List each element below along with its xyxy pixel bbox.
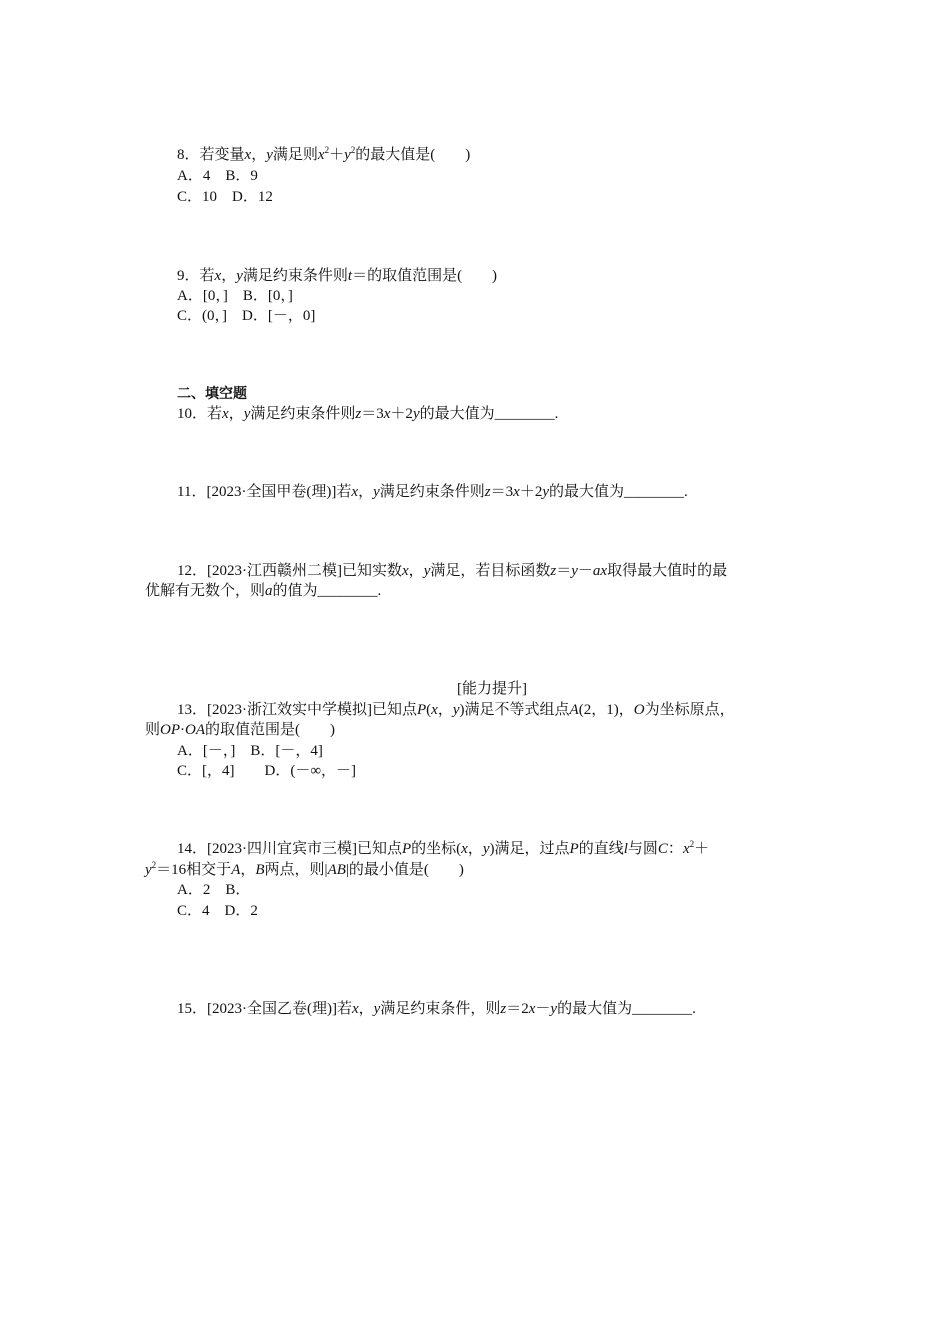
q9-options-ab: A．[0，] B．[0，] [177,288,293,304]
q13-stem-line1: 13．[2023·浙江效实中学模拟]已知点P(x，y)满足不等式组点A(2，1)，O为坐标原点， [177,702,735,718]
q8-options-cd: C．10 D．12 [177,189,273,205]
q14-options-cd: C．4 D．2 [177,903,258,919]
section-title-ability: [能力提升] [457,681,527,697]
q13-stem-line2: 则OP·OA的取值范围是( ) [145,722,336,738]
q12-stem-line2: 优解有无数个，则a的值为________. [145,583,382,599]
section-title-fill-blank: 二、填空题 [177,386,247,402]
q15-stem: 15．[2023·全国乙卷(理)]若x，y满足约束条件，则z＝2x－y的最大值为________. [177,1001,696,1017]
q13-options-cd: C．[，4] D．(－∞，－] [177,763,357,779]
q9-options-cd: C．(0，] D．[－，0] [177,308,316,324]
q10-stem: 10．若x，y满足约束条件则z＝3x＋2y的最大值为________. [177,406,559,422]
q9-stem: 9．若x，y满足约束条件则t＝的取值范围是( ) [177,268,498,284]
q8-options-ab: A．4 B．9 [177,168,258,184]
q14-stem-line2: $y^2=16$相交于A，B两点，则|AB|的最小值是( ) [145,860,464,878]
q12-stem-line1: 12．[2023·江西赣州二模]已知实数x，y满足，若目标函数z＝y－ax取得最大值时的最 [177,563,728,579]
q13-options-ab: A．[－，] B．[－，4] [177,743,323,759]
q8-stem: 8．若变量x，y满足则$x^2+y^2$的最大值是( ) [177,145,471,163]
q11-stem: 11．[2023·全国甲卷(理)]若x，y满足约束条件则z＝3x＋2y的最大值为________. [177,484,688,500]
q14-stem-line1: 14．[2023·四川宜宾市三模]已知点P的坐标(x，y)满足，过点P的直线l与圆C：$x^2+$ [177,839,710,857]
q14-options-ab: A．2 B． [177,882,251,898]
